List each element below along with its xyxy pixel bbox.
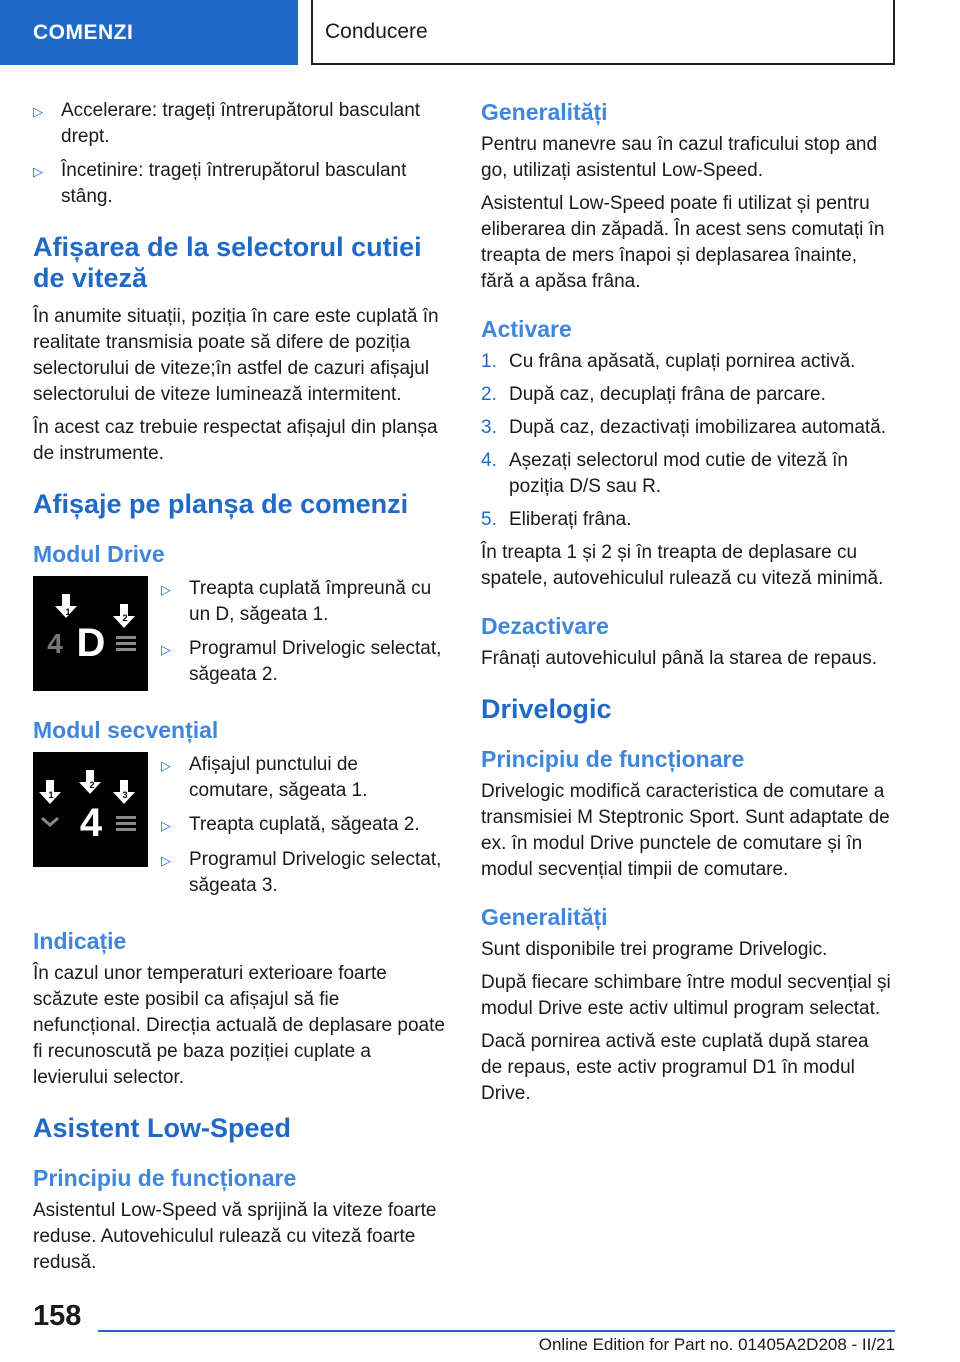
list-item-text: Treapta cuplată împreună cu un D, săgeata 1. bbox=[189, 578, 432, 625]
gear-label: 4 bbox=[79, 801, 103, 845]
list-item bbox=[481, 507, 895, 533]
bullet-arrow-icon: ▷ bbox=[161, 582, 171, 597]
list-item-text: Programul Drivelogic selectat, săgeata 3. bbox=[189, 849, 442, 896]
bullet-arrow-icon: ▷ bbox=[161, 642, 171, 657]
list-item-text: Afișajul punctului de comutare, săgeata 1. bbox=[189, 754, 368, 801]
step-text: Așezați selectorul mod cutie de viteză în poziția D/S sau R. bbox=[509, 450, 849, 497]
heading-asistent: Asistent Low-Speed bbox=[33, 1113, 292, 1143]
list-item bbox=[481, 415, 895, 441]
paragraph: Sunt disponibile trei programe Drivelogic. bbox=[481, 939, 828, 960]
list-item bbox=[481, 448, 895, 500]
list-item-text: Programul Drivelogic selectat, săgeata 2. bbox=[189, 638, 442, 685]
left-column bbox=[33, 98, 447, 1283]
list-item bbox=[33, 98, 447, 150]
paragraph: Asistentul Low-Speed poate fi utilizat și pentru eliberarea din zăpadă. În acest sens comutați în treapta de mers înapoi și deplasarea înainte, fără a apăsa frâna. bbox=[481, 193, 885, 292]
list-item-text: Accelerare: trageți întrerupătorul basculant drept. bbox=[61, 100, 421, 147]
paragraph: După fiecare schimbare între modul secvențial și modul Drive este activ ultimul program selectat. bbox=[481, 972, 891, 1019]
paragraph: În cazul unor temperaturi exterioare foarte scăzute este posibil ca afișajul să fie nefuncțional. Direcția actuală de deplasare poate fi recunoscută pe baza poziției cuplate a levierului selector. bbox=[33, 963, 445, 1088]
bullet-arrow-icon: ▷ bbox=[33, 164, 43, 179]
list-item bbox=[161, 752, 447, 804]
heading-modul-secvential: Modul secvențial bbox=[33, 717, 219, 743]
bullet-arrow-icon: ▷ bbox=[161, 853, 171, 868]
step-number: 4. bbox=[481, 450, 497, 471]
heading-afisare: Afișarea de la selectorul cutiei de viteză bbox=[33, 232, 422, 293]
step-number: 5. bbox=[481, 509, 497, 530]
step-number: 1. bbox=[481, 351, 497, 372]
drive-mode-display-image bbox=[33, 576, 148, 691]
paragraph: Frânați autovehiculul până la starea de repaus. bbox=[481, 648, 878, 669]
sequential-mode-display-image bbox=[33, 752, 148, 867]
paragraph: Drivelogic modifică caracteristica de comutare a transmisiei M Steptronic Sport. Sunt adaptate de ex. în modul Drive punctele de comutare și în modul secvențial timpii de comutare. bbox=[481, 781, 890, 880]
list-item bbox=[161, 576, 447, 628]
list-item bbox=[481, 382, 895, 408]
heading-modul-drive: Modul Drive bbox=[33, 541, 165, 567]
paragraph: În treapta 1 și 2 și în treapta de deplasare cu spatele, autovehiculul rulează cu viteză minimă. bbox=[481, 542, 884, 589]
heading-dezactivare: Dezactivare bbox=[481, 613, 609, 639]
paragraph: În acest caz trebuie respectat afișajul din planșa de instrumente. bbox=[33, 417, 438, 464]
page-number: 158 bbox=[33, 1300, 82, 1332]
step-text: Cu frâna apăsată, cuplați pornirea activă. bbox=[509, 351, 856, 372]
chapter-title: Conducere bbox=[325, 19, 428, 43]
heading-generalitati: Generalități bbox=[481, 99, 608, 125]
list-item bbox=[481, 349, 895, 375]
drive-display bbox=[33, 576, 447, 696]
paragraph: În anumite situații, poziția în care este cuplată în realitate transmisia poate să difere de poziția selectorului de viteze;în astfel de cazuri afișajul selectorului de viteze luminează intermitent. bbox=[33, 306, 439, 405]
heading-indicatie: Indicație bbox=[33, 928, 127, 954]
chevron-down-icon bbox=[42, 818, 58, 825]
bullet-arrow-icon: ▷ bbox=[161, 758, 171, 773]
list-item bbox=[161, 847, 447, 899]
list-item-text: Încetinire: trageți întrerupătorul basculant stâng. bbox=[61, 160, 407, 207]
prev-gear-label: 4 bbox=[47, 628, 63, 659]
list-item-text: Treapta cuplată, săgeata 2. bbox=[189, 814, 420, 835]
arrow-1-label: 1 bbox=[65, 607, 71, 617]
heading-afisaje: Afișaje pe planșa de comenzi bbox=[33, 489, 409, 519]
section-tab[interactable] bbox=[0, 0, 298, 65]
list-item bbox=[161, 812, 447, 839]
paragraph: Dacă pornirea activă este cuplată după starea de repaus, este activ programul D1 în modul Drive. bbox=[481, 1031, 869, 1104]
sequential-display bbox=[33, 752, 447, 907]
edition-text: Online Edition for Part no. 01405A2D208 - II/21 bbox=[538, 1335, 895, 1354]
heading-generalitati: Generalități bbox=[481, 904, 608, 930]
list-item bbox=[33, 158, 447, 210]
section-title: COMENZI bbox=[33, 20, 134, 44]
heading-principiu: Principiu de funcționare bbox=[481, 746, 745, 772]
step-text: Eliberați frâna. bbox=[509, 509, 632, 530]
drivelogic-bars-icon bbox=[116, 816, 136, 831]
step-number: 3. bbox=[481, 417, 497, 438]
paragraph: Pentru manevre sau în cazul traficului stop and go, utilizați asistentul Low-Speed. bbox=[481, 134, 878, 181]
arrow-2-label: 2 bbox=[122, 613, 128, 623]
step-text: După caz, dezactivați imobilizarea automată. bbox=[509, 417, 887, 438]
heading-drivelogic: Drivelogic bbox=[481, 694, 612, 724]
chapter-header bbox=[311, 0, 895, 65]
footer-divider bbox=[98, 1330, 895, 1332]
list-item bbox=[161, 636, 447, 688]
arrow-1-label: 1 bbox=[48, 790, 54, 800]
heading-activare: Activare bbox=[481, 316, 572, 342]
heading-principiu: Principiu de funcționare bbox=[33, 1165, 297, 1191]
bullet-arrow-icon: ▷ bbox=[33, 104, 43, 119]
arrow-3-label: 3 bbox=[122, 790, 128, 800]
right-column bbox=[481, 98, 895, 1114]
paragraph: Asistentul Low-Speed vă sprijină la viteze foarte reduse. Autovehiculul rulează cu viteză foarte redusă. bbox=[33, 1200, 437, 1273]
bullet-arrow-icon: ▷ bbox=[161, 818, 171, 833]
gear-label: D bbox=[76, 621, 106, 665]
arrow-2-label: 2 bbox=[89, 780, 95, 790]
drivelogic-bars-icon bbox=[116, 636, 136, 651]
step-text: După caz, decuplați frâna de parcare. bbox=[509, 384, 826, 405]
step-number: 2. bbox=[481, 384, 497, 405]
